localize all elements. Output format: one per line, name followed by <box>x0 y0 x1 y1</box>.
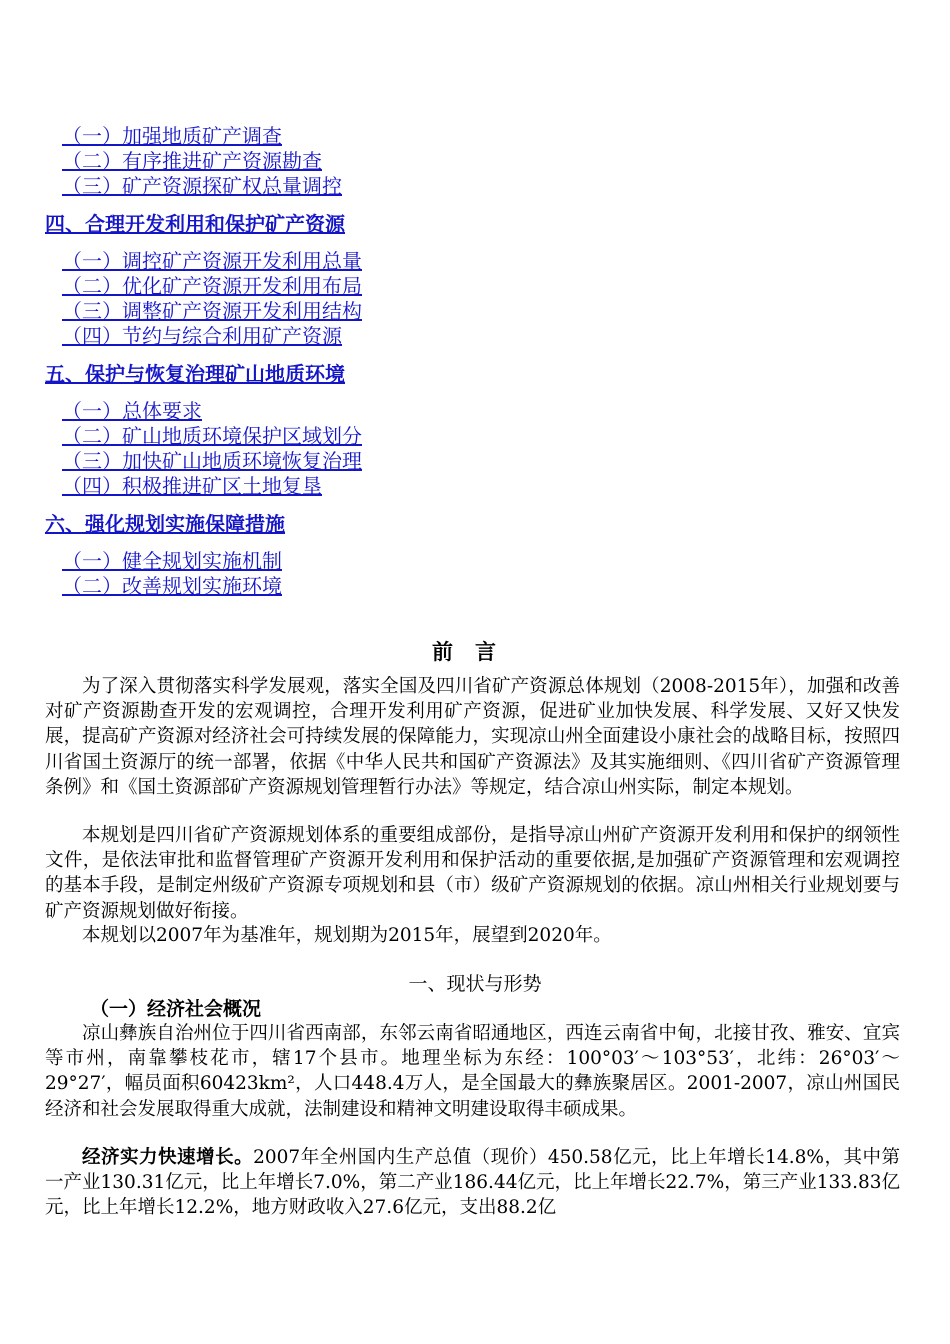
preface-paragraph-2: 本规划是四川省矿产资源规划体系的重要组成部份，是指导凉山州矿产资源开发利用和保护的纲领性文件，是依法审批和监督管理矿产资源开发利用和保护活动的重要依据,是加强矿产资源管理和宏观调控的基本手段，是制定州级矿产资源专项规划和县（市）级矿产资源规划的依据。凉山州相关行业规划要与矿产资源规划做好衔接。 <box>45 825 900 922</box>
toc-link-3-2[interactable]: （二）有序推进矿产资源勘查 <box>62 149 322 173</box>
toc-link-6-2[interactable]: （二）改善规划实施环境 <box>62 574 282 598</box>
paragraph-lead-bold: 经济实力快速增长。 <box>82 1147 254 1168</box>
toc-link-section-4[interactable]: 四、合理开发利用和保护矿产资源 <box>45 212 345 236</box>
toc-link-section-6[interactable]: 六、强化规划实施保障措施 <box>45 512 285 536</box>
toc-link-3-3[interactable]: （三）矿产资源探矿权总量调控 <box>62 174 342 198</box>
toc-link-4-2[interactable]: （二）优化矿产资源开发利用布局 <box>62 274 362 298</box>
toc-link-6-1[interactable]: （一）健全规划实施机制 <box>62 549 282 573</box>
toc-link-5-1[interactable]: （一）总体要求 <box>62 399 202 423</box>
toc-link-5-4[interactable]: （四）积极推进矿区土地复垦 <box>62 474 322 498</box>
preface-paragraph-3: 本规划以2007年为基准年，规划期为2015年，展望到2020年。 <box>82 925 612 946</box>
section-1-paragraph-1: 凉山彝族自治州位于四川省西南部，东邻云南省昭通地区，西连云南省中甸，北接甘孜、雅安、宜宾等市州，南靠攀枝花市，辖17个县市。地理坐标为东经：100°03′～103°53′，北纬：26°03′～29°27′，幅员面积60423km²，人口448.4万人，是全国最大的彝族聚居区。2001-2007，凉山州国民经济和社会发展取得重大成就，法制建设和精神文明建设取得丰硕成果。 <box>45 1023 900 1120</box>
toc-link-4-1[interactable]: （一）调控矿产资源开发利用总量 <box>62 249 362 273</box>
toc-link-4-4[interactable]: （四）节约与综合利用矿产资源 <box>62 324 342 348</box>
toc-link-5-2[interactable]: （二）矿山地质环境保护区域划分 <box>62 424 362 448</box>
toc-link-4-3[interactable]: （三）调整矿产资源开发利用结构 <box>62 299 362 323</box>
section-1-title: 一、现状与形势 <box>408 973 542 995</box>
toc-link-5-3[interactable]: （三）加快矿山地质环境恢复治理 <box>62 449 362 473</box>
paragraph-body: 2007年全州国内生产总值（现价）450.58亿元，比上年增长14.8%，其中第一产业130.31亿元，比上年增长7.0%，第二产业186.44亿元，比上年增长22.7%，第三产业133.83亿元，比上年增长12.2%，地方财政收入27.6亿元，支出88.2亿 <box>45 1147 900 1219</box>
toc-link-section-5[interactable]: 五、保护与恢复治理矿山地质环境 <box>45 362 345 386</box>
preface-paragraph-1: 为了深入贯彻落实科学发展观，落实全国及四川省矿产资源总体规划（2008-2015年），加强和改善对矿产资源勘查开发的宏观调控，合理开发利用矿产资源，促进矿业加快发展、科学发展、又好又快发展，提高矿产资源对经济社会可持续发展的保障能力，实现凉山州全面建设小康社会的战略目标，按照四川省国土资源厅的统一部署，依据《中华人民共和国矿产资源法》及其实施细则、《四川省矿产资源管理条例》和《国土资源部矿产资源规划管理暂行办法》等规定，结合凉山州实际，制定本规划。 <box>45 676 900 798</box>
preface-heading: 前言 <box>432 639 518 664</box>
section-1-subtitle: （一）经济社会概况 <box>90 998 262 1020</box>
toc-link-3-1[interactable]: （一）加强地质矿产调查 <box>62 124 282 148</box>
section-1-paragraph-2 <box>45 1145 900 1221</box>
